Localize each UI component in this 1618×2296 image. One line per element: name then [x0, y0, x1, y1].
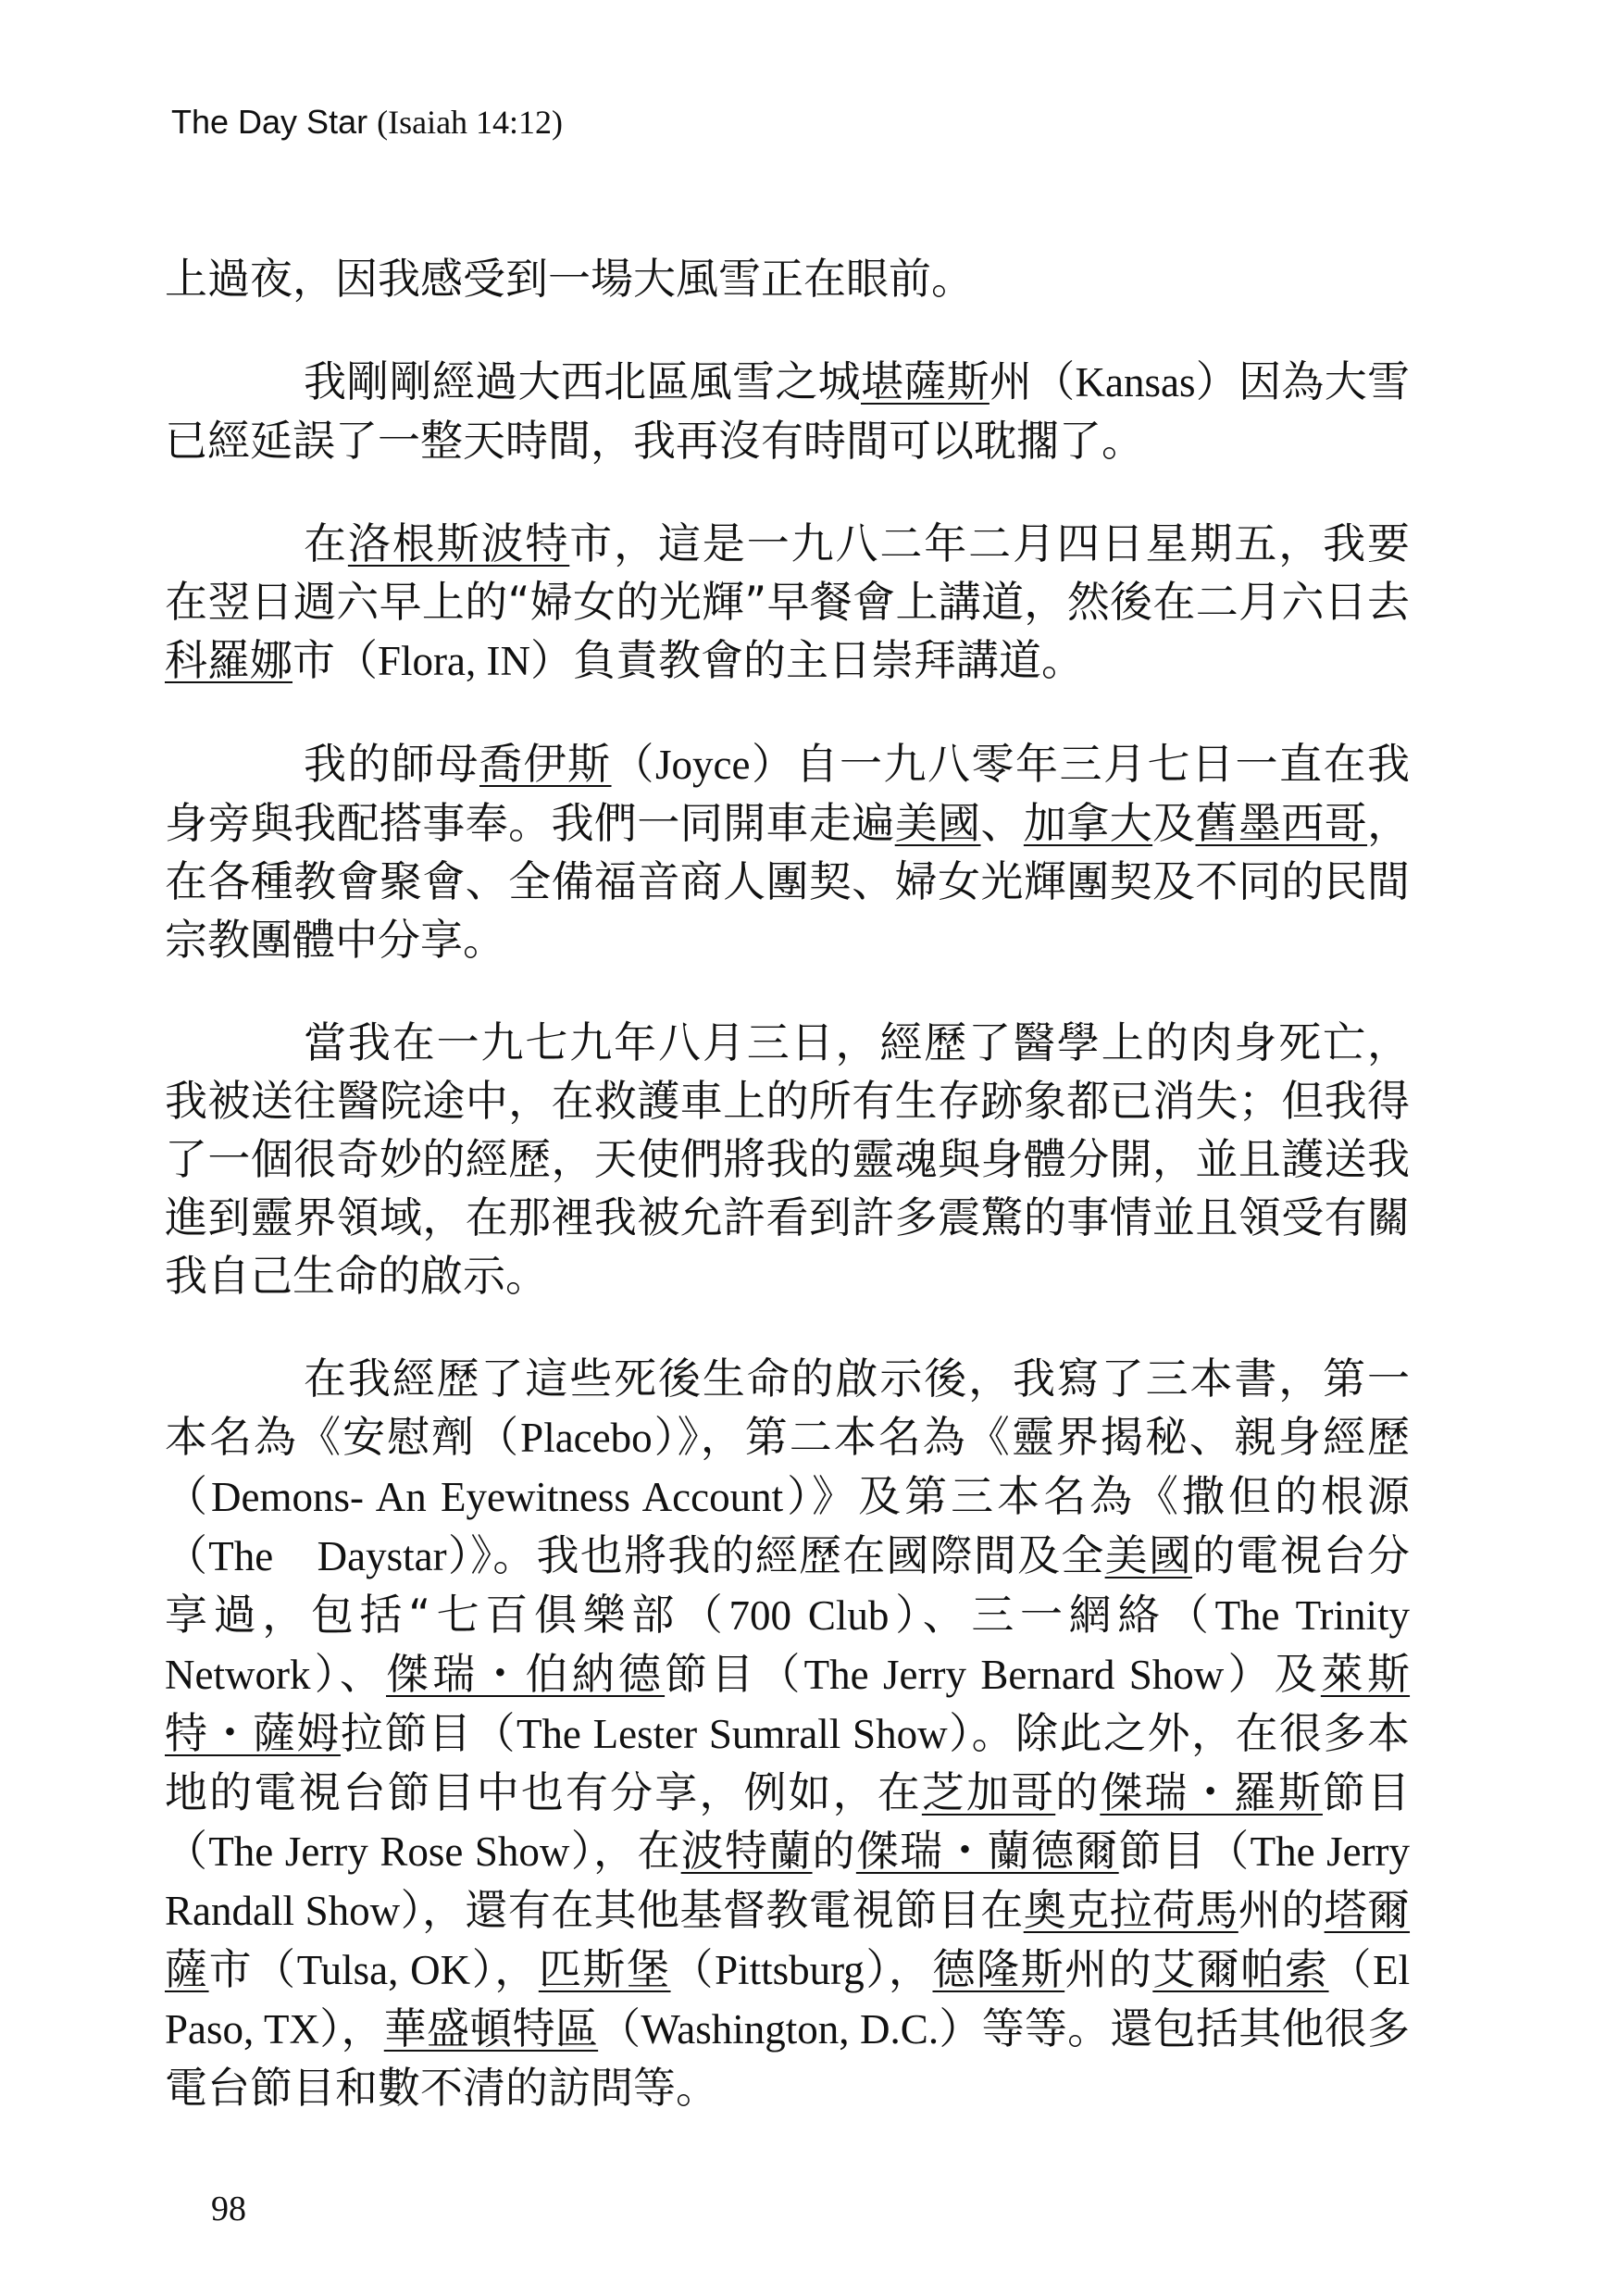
- proper-noun-underlined: 喬伊斯: [479, 739, 612, 789]
- text-run: （: [1328, 1944, 1374, 1994]
- text-run: ）負責教會的主日崇拜講道。: [529, 635, 1084, 685]
- text-run: ），: [470, 1944, 539, 1994]
- page-body: [165, 250, 1410, 2162]
- text-run: 市，這是一九八二年二月四日星期五，我要在翌日週六早上的“婦女的光輝”早餐會上講道，然後在二月六日去: [165, 518, 1410, 627]
- text-run: ）、三一網絡（: [889, 1590, 1215, 1640]
- text-run: ），: [864, 1944, 933, 1994]
- paragraph: [165, 1014, 1410, 1305]
- proper-noun-underlined: 堪薩斯: [860, 356, 989, 406]
- proper-noun-underlined: 塔爾薩: [165, 1885, 1411, 1994]
- latin-text: Flora, IN: [378, 638, 530, 684]
- text-run: （: [598, 2003, 641, 2053]
- latin-text: The Jerry Randall Show: [165, 1828, 1411, 1934]
- proper-noun-underlined: 萊斯特・薩姆: [165, 1649, 1411, 1758]
- latin-text: Placebo: [520, 1415, 653, 1461]
- text-run: ），: [318, 2003, 384, 2053]
- proper-noun-underlined: 艾爾帕索: [1152, 1944, 1329, 1994]
- proper-noun-underlined: 傑瑞・伯納德: [386, 1649, 666, 1699]
- text-run: ）、: [310, 1649, 387, 1699]
- proper-noun-underlined: 美國: [894, 798, 981, 848]
- latin-text: 700 Club: [728, 1592, 890, 1639]
- text-run: ）及: [1224, 1649, 1321, 1699]
- paragraph: [165, 1350, 1410, 2117]
- text-run: ）》。我也將我的經歷在國際間及全: [446, 1530, 1105, 1580]
- text-run: ），還有在其他基督教電視節目在: [400, 1885, 1024, 1935]
- text-run: 上過夜，因我感受到一場大風雪正在眼前。: [165, 254, 974, 304]
- text-run: 州的: [1238, 1885, 1325, 1935]
- text-run: ）。除此之外，在很多本地的電視台節目中也有分享，例如，在: [165, 1708, 1410, 1817]
- latin-text: Demons- An Eyewitness Account: [211, 1474, 784, 1520]
- paragraph: [165, 353, 1410, 470]
- latin-text: The Jerry Bernard Show: [803, 1652, 1225, 1698]
- proper-noun-underlined: 美國: [1104, 1530, 1193, 1580]
- text-run: 的: [1055, 1767, 1101, 1817]
- proper-noun-underlined: 奧克拉荷馬: [1023, 1885, 1238, 1935]
- text-run: ）等等。還包括其他很多電台節目和數不清的訪問等。: [165, 2003, 1411, 2113]
- latin-text: The Jerry Rose Show: [208, 1828, 570, 1875]
- text-run: 節目（: [665, 1649, 804, 1699]
- proper-noun-underlined: 匹斯堡: [538, 1944, 671, 1994]
- text-run: 及: [1152, 798, 1196, 848]
- text-run: ）因為大雪已經延誤了一整天時間，我再沒有時間可以耽擱了。: [165, 356, 1411, 466]
- paragraph: [165, 735, 1410, 969]
- latin-text: The Trinity Network: [165, 1592, 1410, 1698]
- latin-text: Tulsa, OK: [296, 1947, 471, 1993]
- paragraph: [165, 515, 1410, 691]
- latin-text: Pittsburg: [715, 1947, 865, 1993]
- proper-noun-underlined: 加拿大: [1023, 798, 1153, 848]
- scripture-reference: (Isaiah 14:12): [377, 104, 564, 141]
- text-run: 在我經歷了這些死後生命的啟示後，我寫了三本書，第一本名為《安慰劑（: [165, 1354, 1410, 1462]
- proper-noun-underlined: 華盛頓特區: [383, 2003, 599, 2053]
- text-run: 的電視台分享過，包括“七百俱樂部（: [165, 1530, 1410, 1640]
- text-run: 拉節目（: [340, 1708, 517, 1758]
- text-run: 、: [980, 798, 1024, 848]
- text-run: 當我在一九七九年八月三日，經歷了醫學上的肉身死亡，我被送往醫院途中，在救護車上的所有生存跡象都已消失；但我得了一個很奇妙的經歷，天使們將我的靈魂與身體分開，並且護送我進到靈界領域，在那裡我被允許看到許多震驚的事情並且領受有關我自己生命的啟示。: [165, 1017, 1410, 1301]
- latin-text: Washington, D.C.: [641, 2006, 940, 2053]
- text-run: 我剛剛經過大西北區風雪之城: [304, 356, 861, 406]
- proper-noun-underlined: 科羅娜: [165, 635, 292, 685]
- text-run: 市（: [208, 1944, 297, 1994]
- latin-text: Kansas: [1075, 359, 1196, 406]
- text-run: 節目（: [1118, 1826, 1251, 1876]
- page-number: 98: [211, 2190, 246, 2228]
- latin-text: The Daystar: [208, 1533, 447, 1579]
- text-run: 市（: [292, 635, 378, 685]
- text-run: （: [670, 1944, 716, 1994]
- proper-noun-underlined: 洛根斯波特: [347, 518, 570, 568]
- proper-noun-underlined: 芝加哥: [921, 1767, 1056, 1817]
- book-title: The Day Star: [171, 103, 368, 141]
- text-run: ），在: [569, 1826, 681, 1876]
- text-run: ，在各種教會聚會、全備福音商人團契、婦女光輝團契及不同的民間宗教團體中分享。: [165, 798, 1411, 965]
- text-run: 的: [812, 1826, 856, 1876]
- text-run: 州（: [989, 356, 1076, 406]
- latin-text: El Paso, TX: [165, 1947, 1411, 2053]
- proper-noun-underlined: 波特蘭: [680, 1826, 813, 1876]
- proper-noun-underlined: 舊墨西哥: [1195, 798, 1368, 848]
- latin-text: The Lester Sumrall Show: [516, 1711, 948, 1757]
- running-header: [171, 100, 563, 144]
- text-run: 在: [304, 518, 348, 568]
- text-run: 州的: [1064, 1944, 1153, 1994]
- latin-text: Joyce: [655, 742, 751, 788]
- proper-noun-underlined: 傑瑞・蘭德爾: [855, 1826, 1119, 1876]
- text-run: ）自一九八零年三月七日一直在我身旁與我配搭事奉。我們一同開車走遍: [165, 739, 1411, 848]
- text-run: 節目（: [165, 1767, 1411, 1876]
- paragraph: [165, 250, 1410, 308]
- text-run: 我的師母: [304, 739, 480, 789]
- text-run: （: [611, 739, 656, 789]
- text-run: ）》及第三本名為《撒但的根源（: [165, 1471, 1411, 1580]
- proper-noun-underlined: 傑瑞・羅斯: [1100, 1767, 1323, 1817]
- text-run: ）》，第二本名為《靈界揭秘、親身經歷（: [165, 1412, 1411, 1521]
- proper-noun-underlined: 德隆斯: [932, 1944, 1065, 1994]
